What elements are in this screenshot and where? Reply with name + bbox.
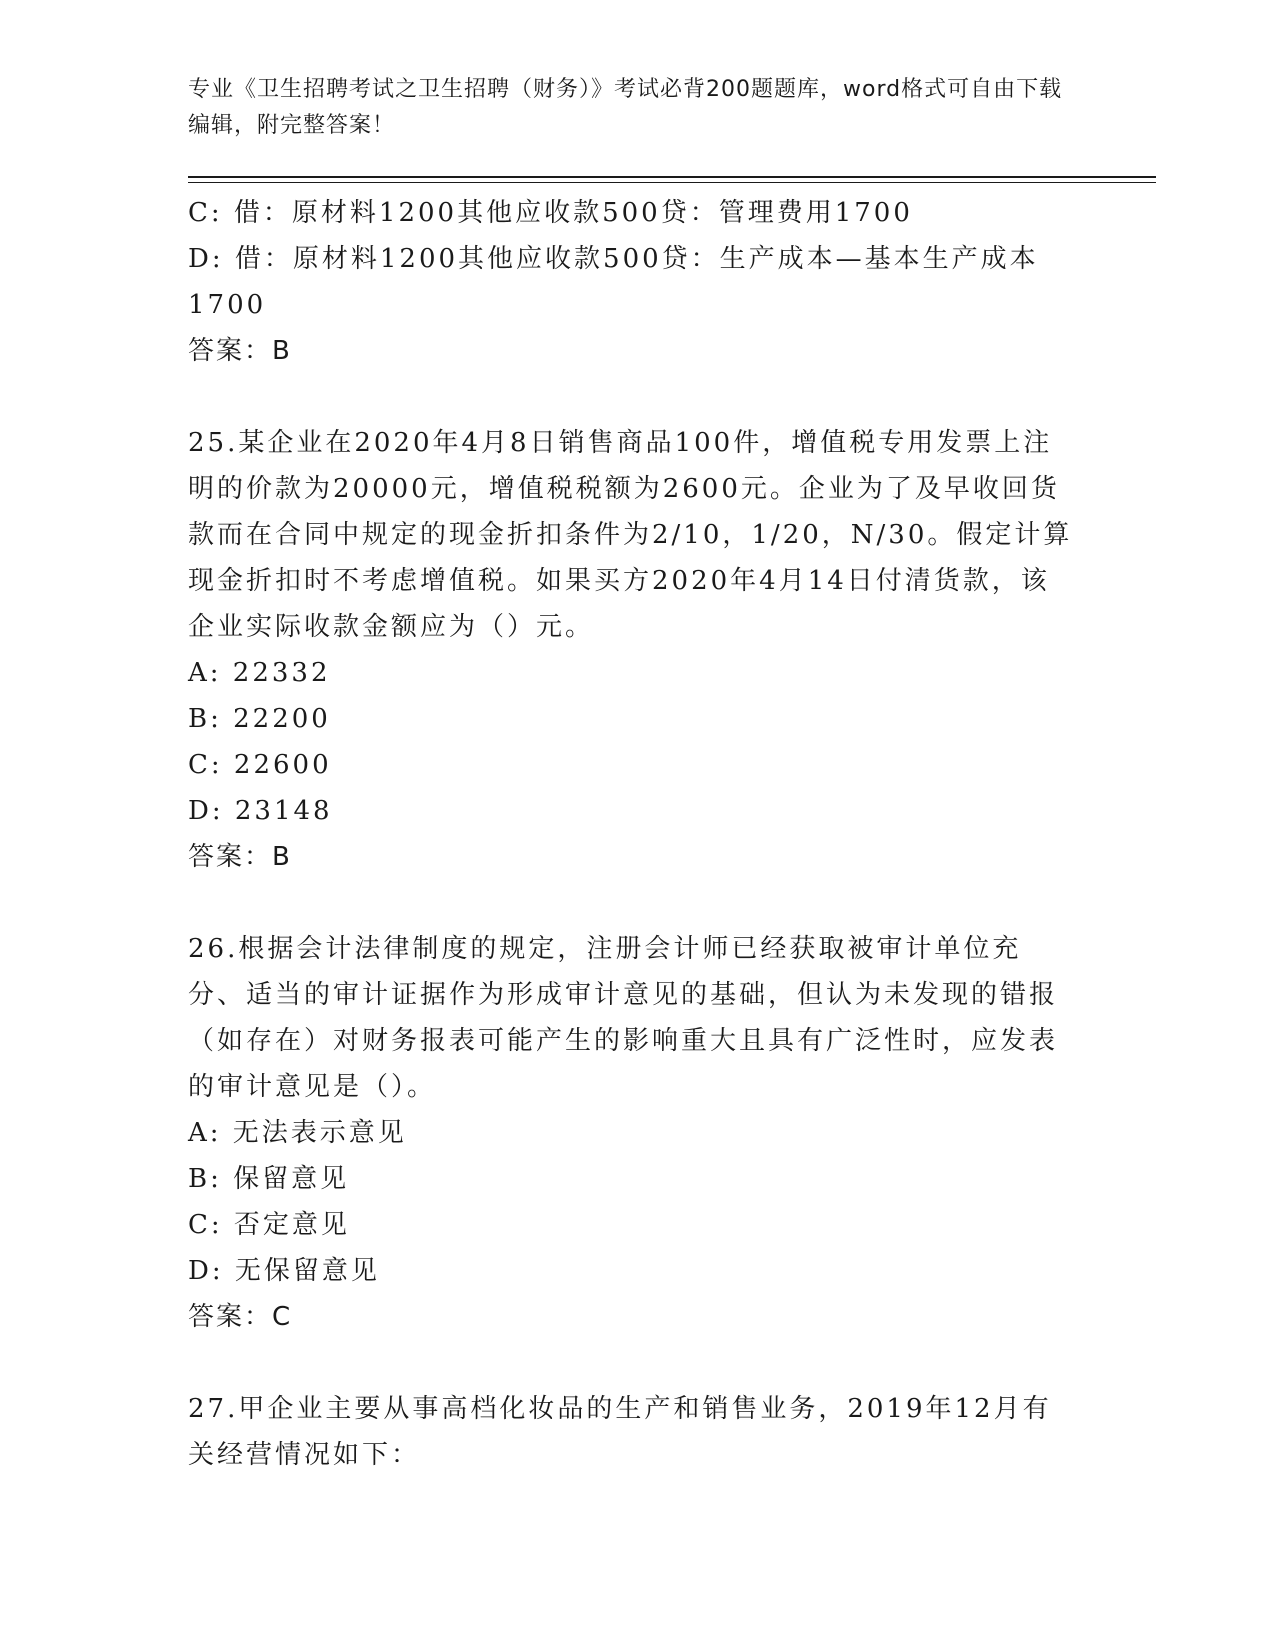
spacer	[188, 374, 1078, 420]
spacer	[188, 1340, 1078, 1386]
option-c: C: 22600	[188, 750, 332, 780]
option-c: C: 否定意见	[188, 1210, 350, 1240]
option-d: D: 无保留意见	[188, 1256, 380, 1286]
answer-label: 答案：B	[188, 842, 292, 872]
answer-label: 答案：B	[188, 336, 292, 366]
option-d: D: 借：原材料1200其他应收款500贷：生产成本—基本生产成本1700	[188, 244, 1039, 320]
option-c: C: 借：原材料1200其他应收款500贷：管理费用1700	[188, 198, 913, 228]
document-content	[188, 190, 1078, 1478]
question-stem: 25.某企业在2020年4月8日销售商品100件，增值税专用发票上注明的价款为20000元，增值税税额为2600元。企业为了及早收回货款而在合同中规定的现金折扣条件为2/10，1/20，N/30。假定计算现金折扣时不考虑增值税。如果买方2020年4月14日付清货款，该企业实际收款金额应为（）元。	[188, 428, 1073, 642]
option-d: D: 23148	[188, 796, 333, 826]
header-divider-thick	[188, 176, 1156, 178]
option-b: B: 22200	[188, 704, 331, 734]
question-stem: 27.甲企业主要从事高档化妆品的生产和销售业务，2019年12月有关经营情况如下：	[188, 1394, 1052, 1470]
header-divider-thin	[188, 182, 1156, 183]
spacer	[188, 880, 1078, 926]
answer-label: 答案：C	[188, 1302, 293, 1332]
option-a: A: 22332	[188, 658, 331, 688]
option-a: A: 无法表示意见	[188, 1118, 407, 1148]
question-stem: 26.根据会计法律制度的规定，注册会计师已经获取被审计单位充分、适当的审计证据作为形成审计意见的基础，但认为未发现的错报（如存在）对财务报表可能产生的影响重大且具有广泛性时，应发表的审计意见是（）。	[188, 934, 1059, 1102]
option-b: B: 保留意见	[188, 1164, 350, 1194]
document-header: 专业《卫生招聘考试之卫生招聘（财务）》考试必背200题题库，word格式可自由下载编辑，附完整答案！	[188, 77, 1063, 138]
